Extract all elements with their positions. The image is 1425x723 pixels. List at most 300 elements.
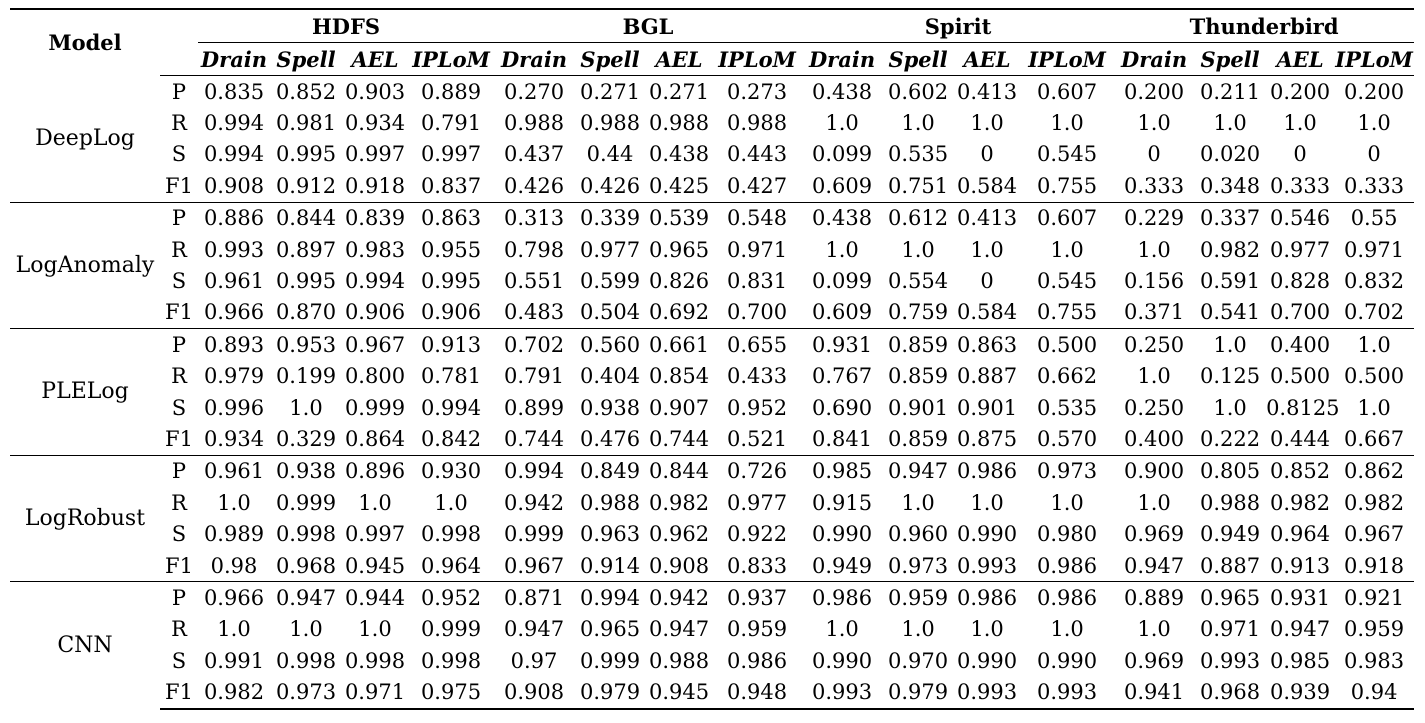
value-cell: 0.854 bbox=[648, 364, 710, 389]
value-cell: 1.0 bbox=[1213, 111, 1247, 136]
value-cell: 0.952 bbox=[726, 395, 788, 420]
value-cell: 0.755 bbox=[1036, 173, 1098, 198]
value-cell: 0.990 bbox=[956, 648, 1018, 673]
value-cell: 0.546 bbox=[1266, 202, 1334, 234]
parser-header-thunderbird-spell: Spell bbox=[1194, 43, 1266, 76]
metric-label: R bbox=[171, 111, 187, 136]
value-cell: 0.968 bbox=[275, 553, 337, 578]
value-cell: 0.971 bbox=[726, 237, 788, 262]
value-cell: 0.998 bbox=[420, 648, 482, 673]
value-cell: 0.125 bbox=[1200, 364, 1261, 389]
table-row bbox=[10, 518, 1414, 549]
metric-label: F1 bbox=[165, 173, 193, 198]
parser-header-thunderbird-drain: Drain bbox=[1114, 43, 1194, 76]
value-cell: 0.942 bbox=[503, 490, 565, 515]
value-cell: 1.0 bbox=[1357, 395, 1391, 420]
value-cell: 0.667 bbox=[1344, 426, 1405, 451]
value-cell: 0.986 bbox=[1036, 553, 1098, 578]
value-cell: 0.607 bbox=[1020, 202, 1114, 234]
value-cell: 0.931 bbox=[802, 329, 882, 361]
parser-header-hdfs-iplom: IPLoM bbox=[408, 43, 494, 76]
value-cell: 0.333 bbox=[1124, 173, 1185, 198]
value-cell: 0.554 bbox=[887, 269, 949, 294]
parser-header-spirit-drain: Drain bbox=[802, 43, 882, 76]
value-cell: 0.969 bbox=[1124, 648, 1185, 673]
value-cell: 0.44 bbox=[586, 142, 634, 167]
value-cell: 0.937 bbox=[712, 582, 802, 614]
value-cell: 0.859 bbox=[887, 426, 949, 451]
value-cell: 0.973 bbox=[887, 553, 949, 578]
value-cell: 0.273 bbox=[726, 79, 788, 104]
value-cell: 0.947 bbox=[882, 455, 954, 487]
value-cell: 0.545 bbox=[1036, 269, 1098, 294]
value-cell: 0.961 bbox=[203, 269, 265, 294]
value-cell: 0.250 bbox=[1114, 329, 1194, 361]
value-cell: 0.983 bbox=[344, 237, 406, 262]
value-cell: 0.988 bbox=[579, 111, 641, 136]
value-cell: 0.914 bbox=[579, 553, 641, 578]
value-cell: 0.426 bbox=[579, 173, 641, 198]
value-cell: 0.899 bbox=[503, 395, 565, 420]
metric-label: R bbox=[171, 364, 187, 389]
metric-label: P bbox=[171, 79, 187, 104]
value-cell: 0.986 bbox=[1020, 582, 1114, 614]
table-row bbox=[10, 614, 1414, 645]
model-header: Model bbox=[10, 9, 160, 76]
value-cell: 0.963 bbox=[579, 522, 641, 547]
value-cell: 0.981 bbox=[275, 111, 337, 136]
value-cell: 0.200 bbox=[1124, 79, 1185, 104]
value-cell: 0.333 bbox=[1344, 173, 1405, 198]
value-cell: 0.995 bbox=[275, 142, 337, 167]
value-cell: 0.988 bbox=[726, 111, 788, 136]
value-cell: 0.966 bbox=[203, 300, 265, 325]
value-cell: 0.988 bbox=[579, 490, 641, 515]
table-row bbox=[10, 297, 1414, 329]
value-cell: 0.982 bbox=[1344, 490, 1405, 515]
value-cell: 0.998 bbox=[275, 522, 337, 547]
value-cell: 0.444 bbox=[1270, 426, 1331, 451]
value-cell: 0.156 bbox=[1124, 269, 1185, 294]
value-cell: 0.999 bbox=[344, 395, 406, 420]
value-cell: 0.841 bbox=[811, 426, 873, 451]
value-cell: 0.831 bbox=[726, 269, 788, 294]
value-cell: 1.0 bbox=[358, 490, 392, 515]
value-cell: 0.271 bbox=[648, 79, 710, 104]
value-cell: 0.609 bbox=[811, 173, 873, 198]
value-cell: 0.8125 bbox=[1266, 395, 1340, 420]
value-cell: 0.832 bbox=[1344, 269, 1405, 294]
value-cell: 0.990 bbox=[811, 522, 873, 547]
value-cell: 0.805 bbox=[1194, 455, 1266, 487]
value-cell: 1.0 bbox=[970, 111, 1004, 136]
value-cell: 0.938 bbox=[579, 395, 641, 420]
value-cell: 0.548 bbox=[712, 202, 802, 234]
value-cell: 0.912 bbox=[275, 173, 337, 198]
model-name-cnn: CNN bbox=[10, 582, 160, 709]
value-cell: 0.967 bbox=[503, 553, 565, 578]
value-cell: 0 bbox=[980, 269, 994, 294]
value-cell: 0.222 bbox=[1200, 426, 1261, 451]
model-name-deeplog: DeepLog bbox=[35, 126, 135, 152]
dataset-header-spirit: Spirit bbox=[802, 9, 1114, 43]
value-cell: 0 bbox=[980, 142, 994, 167]
table-row bbox=[10, 392, 1414, 423]
value-cell: 0.535 bbox=[1036, 395, 1098, 420]
value-cell: 1.0 bbox=[358, 617, 392, 642]
parser-header-thunderbird-iplom: IPLoM bbox=[1334, 43, 1414, 76]
value-cell: 0.947 bbox=[503, 617, 565, 642]
value-cell: 0.371 bbox=[1124, 300, 1185, 325]
value-cell: 0.969 bbox=[1124, 522, 1185, 547]
value-cell: 0.998 bbox=[275, 648, 337, 673]
value-cell: 0.941 bbox=[1114, 676, 1194, 708]
value-cell: 0.099 bbox=[811, 142, 873, 167]
value-cell: 0.918 bbox=[1344, 553, 1405, 578]
value-cell: 0.988 bbox=[503, 111, 565, 136]
metric-label: F1 bbox=[160, 676, 198, 708]
value-cell: 0.859 bbox=[882, 329, 954, 361]
value-cell: 0.947 bbox=[270, 582, 342, 614]
value-cell: 0.982 bbox=[1270, 490, 1331, 515]
value-cell: 0.982 bbox=[1200, 237, 1261, 262]
value-cell: 0.953 bbox=[270, 329, 342, 361]
value-cell: 0.755 bbox=[1036, 300, 1098, 325]
value-cell: 0.965 bbox=[579, 617, 641, 642]
value-cell: 0.975 bbox=[408, 676, 494, 708]
value-cell: 0.965 bbox=[1194, 582, 1266, 614]
value-cell: 0.982 bbox=[648, 490, 710, 515]
value-cell: 0.955 bbox=[420, 237, 482, 262]
value-cell: 0.934 bbox=[344, 111, 406, 136]
value-cell: 0.922 bbox=[726, 522, 788, 547]
value-cell: 0.998 bbox=[344, 648, 406, 673]
table-row bbox=[10, 170, 1414, 202]
value-cell: 0.959 bbox=[882, 582, 954, 614]
value-cell: 0 bbox=[1147, 142, 1161, 167]
value-cell: 0.994 bbox=[344, 269, 406, 294]
value-cell: 0.913 bbox=[1270, 553, 1331, 578]
value-cell: 0.767 bbox=[811, 364, 873, 389]
value-cell: 0.870 bbox=[275, 300, 337, 325]
value-cell: 0.990 bbox=[956, 522, 1018, 547]
value-cell: 0.977 bbox=[1270, 237, 1331, 262]
value-cell: 0.476 bbox=[579, 426, 641, 451]
value-cell: 0.934 bbox=[203, 426, 265, 451]
value-cell: 0.921 bbox=[1334, 582, 1414, 614]
value-cell: 1.0 bbox=[1050, 111, 1084, 136]
value-cell: 0.964 bbox=[1270, 522, 1331, 547]
value-cell: 1.0 bbox=[1334, 329, 1414, 361]
metric-label: S bbox=[171, 522, 187, 547]
value-cell: 0.211 bbox=[1200, 79, 1261, 104]
value-cell: 0.521 bbox=[726, 426, 788, 451]
value-cell: 0.692 bbox=[648, 300, 710, 325]
value-cell: 0.947 bbox=[1124, 553, 1185, 578]
value-cell: 0.400 bbox=[1266, 329, 1334, 361]
metric-label: F1 bbox=[165, 426, 193, 451]
value-cell: 0.979 bbox=[203, 364, 265, 389]
value-cell: 0.960 bbox=[887, 522, 949, 547]
parser-header-hdfs-drain: Drain bbox=[198, 43, 270, 76]
value-cell: 0.931 bbox=[1266, 582, 1334, 614]
value-cell: 0.348 bbox=[1200, 173, 1261, 198]
value-cell: 0.97 bbox=[510, 648, 558, 673]
value-cell: 0.837 bbox=[420, 173, 482, 198]
value-cell: 0.990 bbox=[1036, 648, 1098, 673]
value-cell: 0.903 bbox=[344, 79, 406, 104]
value-cell: 0.907 bbox=[648, 395, 710, 420]
value-cell: 0.889 bbox=[420, 79, 482, 104]
value-cell: 0.949 bbox=[811, 553, 873, 578]
value-cell: 0.791 bbox=[420, 111, 482, 136]
value-cell: 0.993 bbox=[203, 237, 265, 262]
parser-header-hdfs-spell: Spell bbox=[270, 43, 342, 76]
parser-header-bgl-iplom: IPLoM bbox=[712, 43, 802, 76]
value-cell: 0.844 bbox=[270, 202, 342, 234]
value-cell: 0.900 bbox=[1114, 455, 1194, 487]
value-cell: 0.229 bbox=[1114, 202, 1194, 234]
value-cell: 0.099 bbox=[811, 269, 873, 294]
value-cell: 0.986 bbox=[954, 455, 1020, 487]
value-cell: 0.504 bbox=[579, 300, 641, 325]
value-cell: 0.400 bbox=[1124, 426, 1185, 451]
value-cell: 0.270 bbox=[503, 79, 565, 104]
value-cell: 0.500 bbox=[1344, 364, 1405, 389]
table-row bbox=[10, 234, 1414, 265]
value-cell: 0.918 bbox=[344, 173, 406, 198]
value-cell: 0.426 bbox=[503, 173, 565, 198]
metric-header-blank bbox=[160, 9, 198, 43]
value-cell: 0.999 bbox=[420, 617, 482, 642]
value-cell: 0.98 bbox=[210, 553, 258, 578]
table-row bbox=[10, 487, 1414, 518]
value-cell: 0.977 bbox=[579, 237, 641, 262]
value-cell: 0.438 bbox=[648, 142, 710, 167]
value-cell: 0.443 bbox=[726, 142, 788, 167]
value-cell: 0.871 bbox=[494, 582, 574, 614]
value-cell: 0.200 bbox=[1270, 79, 1331, 104]
value-cell: 0.886 bbox=[198, 202, 270, 234]
table-row bbox=[10, 645, 1414, 676]
metric-label: F1 bbox=[165, 300, 193, 325]
value-cell: 1.0 bbox=[1137, 111, 1171, 136]
value-cell: 0.971 bbox=[1200, 617, 1261, 642]
model-name-logrobust: LogRobust bbox=[10, 455, 160, 582]
value-cell: 0.609 bbox=[811, 300, 873, 325]
metric-header-blank-2 bbox=[160, 43, 198, 76]
value-cell: 0.250 bbox=[1124, 395, 1185, 420]
value-cell: 1.0 bbox=[1050, 617, 1084, 642]
value-cell: 0.947 bbox=[648, 617, 710, 642]
value-cell: 0.979 bbox=[574, 676, 646, 708]
value-cell: 0.607 bbox=[1036, 79, 1098, 104]
value-cell: 0.690 bbox=[811, 395, 873, 420]
value-cell: 0.915 bbox=[811, 490, 873, 515]
value-cell: 0.997 bbox=[344, 522, 406, 547]
value-cell: 0.970 bbox=[887, 648, 949, 673]
value-cell: 0.993 bbox=[954, 676, 1020, 708]
value-cell: 0.828 bbox=[1270, 269, 1331, 294]
value-cell: 0.930 bbox=[408, 455, 494, 487]
value-cell: 0.948 bbox=[712, 676, 802, 708]
metric-label: S bbox=[171, 648, 187, 673]
value-cell: 0.781 bbox=[420, 364, 482, 389]
value-cell: 1.0 bbox=[901, 111, 935, 136]
value-cell: 0.602 bbox=[887, 79, 949, 104]
results-table bbox=[10, 8, 1414, 710]
value-cell: 0.986 bbox=[802, 582, 882, 614]
value-cell: 0.971 bbox=[342, 676, 408, 708]
value-cell: 0.744 bbox=[503, 426, 565, 451]
value-cell: 1.0 bbox=[825, 617, 859, 642]
value-cell: 0.994 bbox=[574, 582, 646, 614]
value-cell: 0.864 bbox=[344, 426, 406, 451]
table-row bbox=[10, 582, 1414, 614]
value-cell: 0.993 bbox=[802, 676, 882, 708]
value-cell: 0.570 bbox=[1036, 426, 1098, 451]
metric-label: S bbox=[171, 395, 187, 420]
value-cell: 0.438 bbox=[802, 202, 882, 234]
value-cell: 0.988 bbox=[648, 648, 710, 673]
value-cell: 0.966 bbox=[198, 582, 270, 614]
value-cell: 0.944 bbox=[342, 582, 408, 614]
value-cell: 0.973 bbox=[1020, 455, 1114, 487]
value-cell: 0.908 bbox=[203, 173, 265, 198]
value-cell: 0.700 bbox=[726, 300, 788, 325]
value-cell: 0.961 bbox=[198, 455, 270, 487]
parser-header-hdfs-ael: AEL bbox=[342, 43, 408, 76]
table-row bbox=[10, 329, 1414, 361]
value-cell: 0.875 bbox=[956, 426, 1018, 451]
value-cell: 0.989 bbox=[203, 522, 265, 547]
value-cell: 0.844 bbox=[646, 455, 712, 487]
value-cell: 0.887 bbox=[956, 364, 1018, 389]
value-cell: 1.0 bbox=[825, 237, 859, 262]
value-cell: 0.751 bbox=[887, 173, 949, 198]
value-cell: 0.986 bbox=[954, 582, 1020, 614]
value-cell: 0.982 bbox=[198, 676, 270, 708]
value-cell: 0.995 bbox=[275, 269, 337, 294]
value-cell: 1.0 bbox=[1137, 490, 1171, 515]
metric-label: S bbox=[171, 269, 187, 294]
value-cell: 0.889 bbox=[1114, 582, 1194, 614]
value-cell: 0.993 bbox=[1200, 648, 1261, 673]
value-cell: 0.800 bbox=[344, 364, 406, 389]
value-cell: 0.313 bbox=[494, 202, 574, 234]
value-cell: 0.959 bbox=[726, 617, 788, 642]
parser-header-spirit-ael: AEL bbox=[954, 43, 1020, 76]
value-cell: 0.997 bbox=[344, 142, 406, 167]
value-cell: 1.0 bbox=[1357, 111, 1391, 136]
value-cell: 0.584 bbox=[956, 173, 1018, 198]
value-cell: 0.988 bbox=[1200, 490, 1261, 515]
value-cell: 0.500 bbox=[1270, 364, 1331, 389]
value-cell: 1.0 bbox=[1137, 237, 1171, 262]
value-cell: 0.551 bbox=[503, 269, 565, 294]
value-cell: 0.945 bbox=[344, 553, 406, 578]
value-cell: 0.999 bbox=[579, 648, 641, 673]
value-cell: 0.437 bbox=[503, 142, 565, 167]
value-cell: 0.500 bbox=[1020, 329, 1114, 361]
value-cell: 1.0 bbox=[1194, 329, 1266, 361]
value-cell: 0.859 bbox=[887, 364, 949, 389]
value-cell: 0.952 bbox=[408, 582, 494, 614]
value-cell: 1.0 bbox=[901, 237, 935, 262]
value-cell: 0.661 bbox=[646, 329, 712, 361]
metric-label: P bbox=[160, 582, 198, 614]
value-cell: 0.759 bbox=[887, 300, 949, 325]
value-cell: 0.977 bbox=[726, 490, 788, 515]
value-cell: 0.991 bbox=[203, 648, 265, 673]
value-cell: 0.584 bbox=[956, 300, 1018, 325]
value-cell: 0.842 bbox=[420, 426, 482, 451]
value-cell: 0.539 bbox=[646, 202, 712, 234]
value-cell: 1.0 bbox=[289, 395, 323, 420]
model-name-plelog: PLELog bbox=[10, 329, 160, 456]
metric-label: F1 bbox=[165, 553, 193, 578]
value-cell: 0.655 bbox=[712, 329, 802, 361]
value-cell: 0.967 bbox=[342, 329, 408, 361]
value-cell: 0.938 bbox=[270, 455, 342, 487]
value-cell: 0.438 bbox=[811, 79, 873, 104]
value-cell: 0.545 bbox=[1036, 142, 1098, 167]
value-cell: 0.968 bbox=[1194, 676, 1266, 708]
table-row bbox=[10, 139, 1414, 170]
value-cell: 0.612 bbox=[882, 202, 954, 234]
value-cell: 0.996 bbox=[203, 395, 265, 420]
value-cell: 0.997 bbox=[420, 142, 482, 167]
metric-label: R bbox=[171, 490, 187, 515]
value-cell: 0.985 bbox=[1270, 648, 1331, 673]
value-cell: 0.994 bbox=[420, 395, 482, 420]
value-cell: 1.0 bbox=[1050, 237, 1084, 262]
value-cell: 0.863 bbox=[954, 329, 1020, 361]
value-cell: 0.999 bbox=[503, 522, 565, 547]
value-cell: 0.662 bbox=[1036, 364, 1098, 389]
value-cell: 0.852 bbox=[275, 79, 337, 104]
value-cell: 0.798 bbox=[503, 237, 565, 262]
value-cell: 0.985 bbox=[802, 455, 882, 487]
value-cell: 1.0 bbox=[901, 490, 935, 515]
value-cell: 1.0 bbox=[970, 617, 1004, 642]
parser-header-bgl-spell: Spell bbox=[574, 43, 646, 76]
dataset-header-bgl: BGL bbox=[494, 9, 802, 43]
value-cell: 0.986 bbox=[726, 648, 788, 673]
value-cell: 0.994 bbox=[494, 455, 574, 487]
value-cell: 0.744 bbox=[648, 426, 710, 451]
table-row bbox=[10, 550, 1414, 582]
value-cell: 0.413 bbox=[956, 79, 1018, 104]
value-cell: 0.998 bbox=[420, 522, 482, 547]
value-cell: 0.333 bbox=[1270, 173, 1331, 198]
value-cell: 0.339 bbox=[574, 202, 646, 234]
metric-label: S bbox=[171, 142, 187, 167]
value-cell: 0.897 bbox=[275, 237, 337, 262]
value-cell: 1.0 bbox=[434, 490, 468, 515]
value-cell: 1.0 bbox=[970, 490, 1004, 515]
parser-header-thunderbird-ael: AEL bbox=[1266, 43, 1334, 76]
parser-header-bgl-ael: AEL bbox=[646, 43, 712, 76]
parser-header-bgl-drain: Drain bbox=[494, 43, 574, 76]
value-cell: 0.199 bbox=[275, 364, 337, 389]
parser-header-spirit-iplom: IPLoM bbox=[1020, 43, 1114, 76]
value-cell: 0.427 bbox=[726, 173, 788, 198]
parser-header-spirit-spell: Spell bbox=[882, 43, 954, 76]
value-cell: 0.55 bbox=[1334, 202, 1414, 234]
metric-label: P bbox=[160, 455, 198, 487]
value-cell: 0.913 bbox=[408, 329, 494, 361]
